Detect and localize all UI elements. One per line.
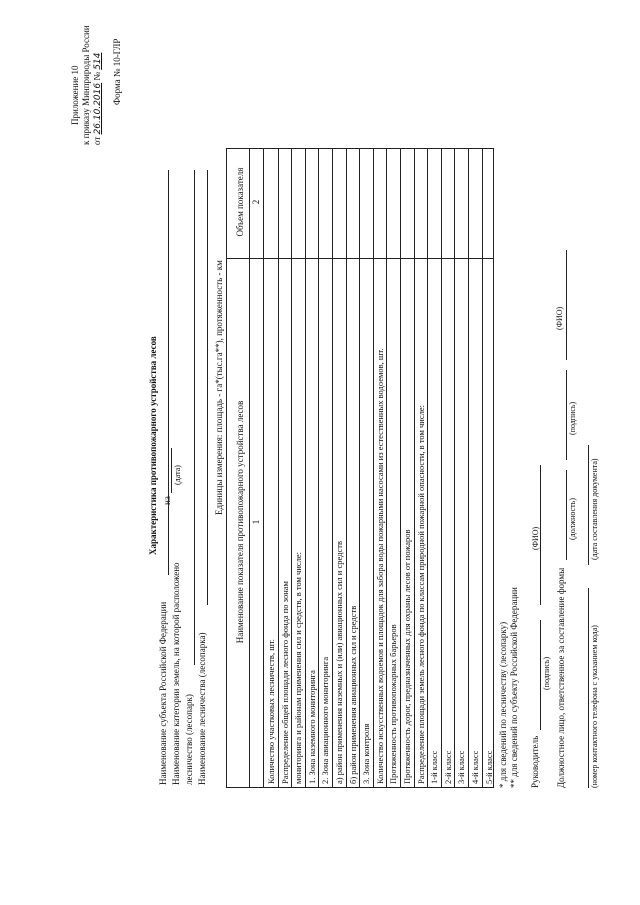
date-caption: (дата составления документа) (590, 458, 599, 560)
order-date-value: 26.10.2016 (93, 82, 103, 135)
field-category-line (194, 170, 195, 665)
table-row-divider (305, 149, 306, 787)
header-indicator: Наименование показателя противопожарного устройства лесов (235, 400, 245, 644)
table-row-divider (359, 149, 360, 787)
indicators-table (226, 148, 494, 788)
phone-caption: (номер контактного телефона с указанием кода) (590, 625, 599, 788)
head-sign-caption: (подпись) (542, 656, 551, 690)
table-row-label: Распределение площади земель лесного фонда по классам природной пожарной опасности, в том числе: (415, 405, 426, 784)
units-line: Единицы измерения: площадь - га*(тыс.га**), протяженность - км (214, 260, 224, 515)
table-row-label: а) район применения наземных и (или) авиационных сил и средств (334, 541, 344, 784)
table-row-divider (414, 149, 415, 787)
field-forestry-line (207, 170, 208, 605)
table-row-divider (441, 149, 442, 787)
table-row-divider (332, 149, 333, 787)
fio-caption-2: (ФИО) (555, 306, 564, 330)
table-row-divider (386, 149, 387, 787)
position-caption: (должность) (568, 498, 577, 540)
table-row-divider (400, 149, 401, 787)
header-volume: Объем показателя (235, 167, 245, 237)
table-row-label: 2. Зона авиационного мониторинга (320, 656, 331, 784)
phone-line (588, 588, 589, 788)
table-row-label: Протяженность противопожарных барьеров (388, 624, 399, 784)
footnote-1: * для сведений по лесничеству (лесопарку) (498, 621, 508, 788)
table-row-divider (291, 149, 292, 787)
field-category-label-2: лесничество (лесопарк) (184, 694, 194, 785)
order-date-line: от 26.10.2016 № 514 (92, 52, 103, 145)
table-row-divider (482, 149, 483, 787)
head-fio-caption: (ФИО) (531, 526, 540, 550)
on-date-prefix: на (162, 496, 172, 505)
table-row-label: б) район применения авиационных сил и средств (347, 605, 358, 784)
table-row-label: Количество участковых лесничеств, шт. (266, 639, 276, 784)
order-number-value: 514 (93, 52, 103, 70)
table-row-divider (346, 149, 347, 787)
field-subject-line (168, 170, 169, 575)
table-row-label: Количество искусственных водоемов и площадок для забора воды пожарными насосами из естественных водоемов, шт. (374, 348, 385, 784)
appendix-label: Приложение 10 (70, 65, 80, 125)
table-row-label: 4-й класс (470, 750, 480, 784)
table-row-divider (427, 149, 428, 787)
table-row-label: 3-й класс (456, 750, 467, 784)
table-row-divider (468, 149, 469, 787)
page-title: Характеристика противопожарного устройства лесов (148, 336, 158, 555)
table-row-label: 2-й класс (442, 750, 453, 784)
table-row-label: 1-й класс (429, 750, 440, 784)
table-row-label: мониторинга и районам применения сил и средств, в том числе: (293, 551, 304, 784)
sign-caption-2: (подпись) (568, 401, 577, 435)
col-number-1: 1 (251, 519, 261, 525)
on-date-line (171, 448, 172, 493)
table-row-label: Распределение общей площади лесного фонда по зонам (279, 581, 290, 784)
col-number-2: 2 (251, 199, 261, 205)
head-sign-line (540, 620, 541, 730)
table-row-divider (373, 149, 374, 787)
doc-date-line (588, 445, 589, 565)
responsible-label: Должностное лицо, ответственное за составление формы (556, 567, 566, 788)
head-label: Руководитель (530, 735, 540, 788)
table-row-label: 1. Зона наземного мониторинга (306, 670, 317, 784)
field-subject-label: Наименование субъекта Российской Федерации (158, 601, 168, 785)
form-number: Форма № 10-ГЛР (112, 38, 122, 105)
table-row-label: 3. Зона контроля (361, 723, 372, 784)
table-row-label: Протяженность дорог, предназначенных для охраны лесов от пожаров (402, 529, 412, 784)
table-row-divider (318, 149, 319, 787)
table-row-divider (454, 149, 455, 787)
table-row-divider (278, 149, 279, 787)
order-line: к приказу Минприроды России (81, 25, 91, 145)
responsible-sign-line (566, 370, 567, 460)
responsible-position-line (566, 470, 567, 560)
on-date-caption: (дата) (173, 465, 182, 485)
field-category-label: Наименование категории земель, на которой расположено (171, 562, 181, 785)
field-forestry-label: Наименование лесничества (лесопарка) (197, 632, 207, 785)
footnote-2: ** для сведений по субъекту Российской Федерации (509, 587, 519, 788)
table-row-label: 5-й класс (483, 750, 494, 784)
responsible-fio-line (566, 250, 567, 360)
